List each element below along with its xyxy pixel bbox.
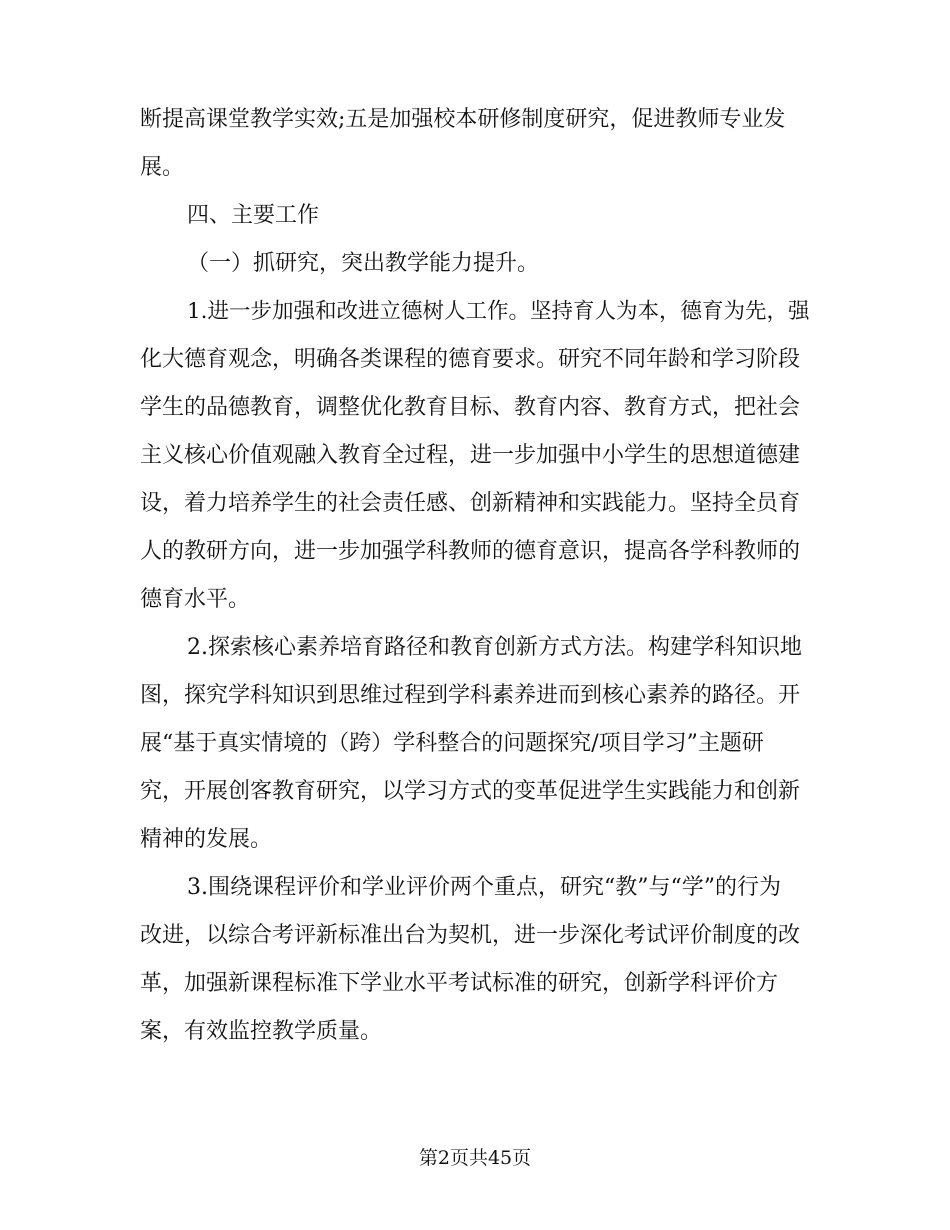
section-heading: 四、主要工作 [187,203,320,228]
paragraph-start: 1.进一步加强和改进立德树人工作。坚持育人为本，德育为先，强 [187,299,810,324]
paragraph-start: 3.围绕课程评价和学业评价两个重点，研究“教”与“学”的行为 [187,875,781,900]
paragraph-start: 2.探索核心素养培育路径和教育创新方式方法。构建学科知识地 [187,635,802,660]
text-line: 德育水平。 [140,587,251,612]
text-line: 图，探究学科知识到思维过程到学科素养进而到核心素养的路径。开 [140,683,801,708]
subsection-heading: （一）抓研究，突出教学能力提升。 [187,251,540,276]
text-line: 主义核心价值观融入教育全过程，进一步加强中小学生的思想道德建 [140,443,801,468]
text-line: 究，开展创客教育研究，以学习方式的变革促进学生实践能力和创新 [140,779,801,804]
page-number: 第2页共45页 [418,1147,532,1169]
text-line: 革，加强新课程标准下学业水平考试标准的研究，创新学科评价方 [140,971,779,996]
text-line: 案，有效监控教学质量。 [140,1019,383,1044]
text-line: 人的教研方向，进一步加强学科教师的德育意识，提高各学科教师的 [140,539,801,564]
text-line: 精神的发展。 [140,827,273,852]
text-line: 化大德育观念，明确各类课程的德育要求。研究不同年龄和学习阶段 [140,347,801,372]
text-line: 设，着力培养学生的社会责任感、创新精神和实践能力。坚持全员育 [140,491,801,516]
text-line: 展“基于真实情境的（跨）学科整合的问题探究/项目学习”主题研 [140,731,764,756]
text-line: 改进，以综合考评新标准出台为契机，进一步深化考试评价制度的改 [140,923,801,948]
text-line: 展。 [140,155,185,180]
text-line: 学生的品德教育，调整优化教育目标、教育内容、教育方式，把社会 [140,395,801,420]
text-line: 断提高课堂教学实效;五是加强校本研修制度研究，促进教师专业发 [140,107,786,132]
